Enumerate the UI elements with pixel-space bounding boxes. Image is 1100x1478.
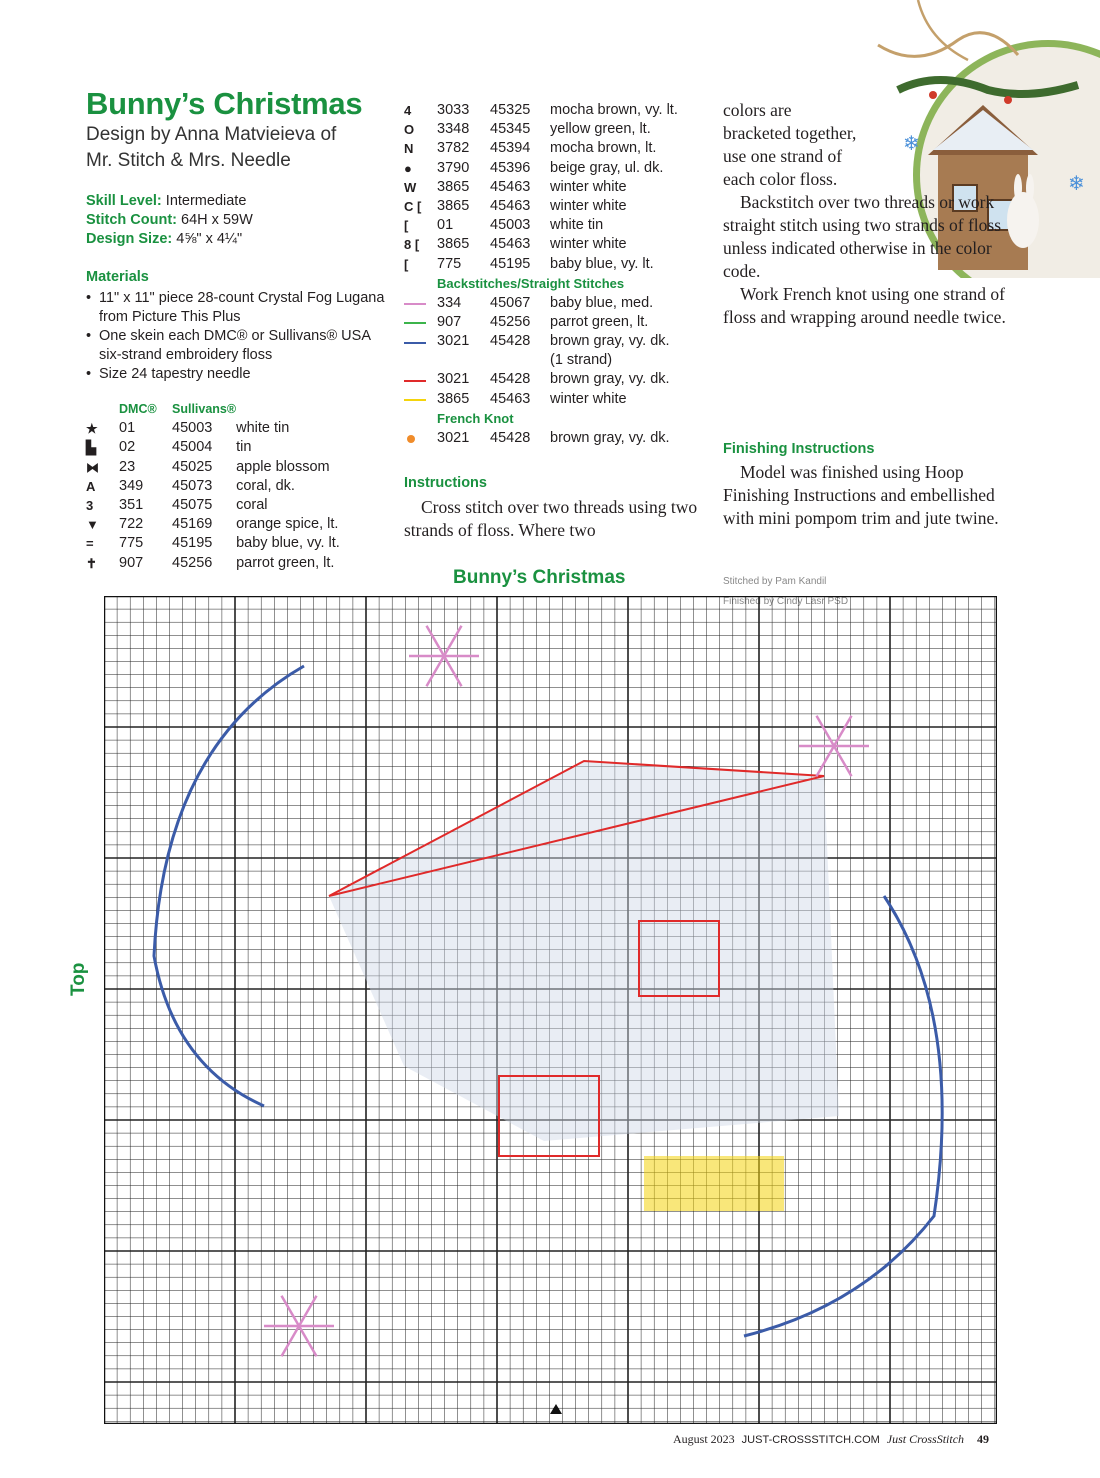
key-symbol: N	[404, 141, 414, 157]
french-knot-row: 3021 45428 brown gray, vy. dk.	[404, 429, 678, 448]
page-footer	[673, 1432, 989, 1447]
key-row: O 3348 45345 yellow green, lt.	[404, 120, 678, 139]
backstitch-line-swatch	[404, 370, 437, 389]
page-number: 49	[977, 1432, 990, 1446]
backstitch-row: 907 45256 parrot green, lt.	[404, 313, 678, 332]
materials-item: • Size 24 tapestry needle	[86, 365, 386, 384]
french-knot-swatch	[404, 429, 437, 448]
magazine-name: Just CrossStitch	[886, 1432, 965, 1446]
designer-byline: Design by Anna Matvieieva of Mr. Stitch & Mrs. Needle	[86, 124, 337, 171]
key-blend-row: C [ 3865 45463 winter white	[404, 197, 678, 216]
chart-top-label: Top	[68, 962, 89, 996]
instructions-continued: colors are bracketed together, use one strand of each color floss. Backstitch over two threads or work straight stitch using two strands of floss unless indicated otherwise in the color code. Work French knot using one strand of floss and wrapping around needle twice.	[723, 100, 1006, 327]
color-key-table-1: DMC® Sullivans® ★ 01 45003 white tin ▙ 02 45004 tin ⧓ 23 45025 apple blossom A 349 45073 coral, dk. 3 351 45075 coral ▼ 722 45169 orange spice, lt. = 775 45195 baby blue, vy. lt. ✝ 907 45256 parrot green, lt.	[86, 400, 340, 573]
key-blend-row: 8 [ 3865 45463 winter white	[404, 235, 678, 254]
key-symbol: 8 [	[404, 237, 420, 253]
key-symbol: 3	[86, 497, 94, 513]
design-title: Bunny’s Christmas	[86, 86, 363, 121]
key-symbol: [	[404, 256, 409, 272]
key-symbol: ▼	[86, 517, 99, 533]
key-section-heading: Backstitches/Straight Stitches	[437, 275, 625, 291]
key-symbol: O	[404, 122, 415, 138]
key-symbol: A	[86, 478, 96, 494]
backstitch-row: 334 45067 baby blue, med.	[404, 294, 678, 313]
key-symbol: W	[404, 179, 417, 195]
key-blend-row: [ 775 45195 baby blue, vy. lt.	[404, 255, 678, 274]
key-row: = 775 45195 baby blue, vy. lt.	[86, 534, 340, 553]
key-symbol: ★	[86, 421, 98, 437]
backstitch-note: (1 strand)	[550, 352, 613, 369]
key-symbol: =	[86, 536, 94, 552]
backstitch-line-swatch	[404, 313, 437, 332]
key-symbol: [	[404, 218, 409, 234]
key-row: ● 3790 45396 beige gray, ul. dk.	[404, 159, 678, 178]
key-blend-row: [ 01 45003 white tin	[404, 216, 678, 235]
key-row: ⧓ 23 45025 apple blossom	[86, 458, 340, 477]
instructions-heading: Instructions	[404, 475, 487, 491]
backstitch-line-swatch	[404, 390, 437, 409]
instructions-text: Cross stitch over two threads using two strands of floss. Where two	[404, 497, 698, 540]
finishing-text: Model was finished using Hoop Finishing Instructions and embellished with mini pompom trim and jute twine.	[723, 462, 999, 528]
key-row: N 3782 45394 mocha brown, lt.	[404, 139, 678, 158]
materials-item: • One skein each DMC® or Sullivans® USA six-strand embroidery floss	[86, 327, 386, 365]
key-row: ▙ 02 45004 tin	[86, 438, 340, 457]
website-link[interactable]: JUST-CROSSSTITCH.COM	[741, 1434, 880, 1446]
materials-section	[86, 268, 386, 384]
materials-heading: Materials	[86, 269, 149, 285]
color-key-table-2	[404, 101, 678, 448]
backstitch-row: 3021 45428 brown gray, vy. dk.	[404, 370, 678, 389]
key-symbol: ⧓	[86, 459, 99, 475]
key-row: ★ 01 45003 white tin	[86, 419, 340, 438]
key-section-heading: French Knot	[437, 410, 514, 426]
materials-item: • 11" x 11" piece 28-count Crystal Fog Lugana from Picture This Plus	[86, 289, 386, 327]
backstitch-line-swatch	[404, 294, 437, 313]
issue-date: August 2023	[673, 1432, 735, 1446]
key-row: ▼ 722 45169 orange spice, lt.	[86, 515, 340, 534]
chart-credits: Stitched by Pam Kandil Finished by Cindy Lasr PSD	[723, 576, 849, 607]
backstitch-row: 3865 45463 winter white	[404, 390, 678, 409]
svg-text:❄: ❄	[903, 131, 920, 155]
chart-motif	[154, 626, 942, 1357]
key-symbol: 4	[404, 103, 412, 118]
key-row: W 3865 45463 winter white	[404, 178, 678, 197]
backstitch-line-swatch	[404, 332, 437, 351]
key-row: 4 3033 45325 mocha brown, vy. lt.	[404, 101, 678, 120]
key-symbol: ●	[404, 160, 412, 176]
key-row: A 349 45073 coral, dk.	[86, 477, 340, 496]
chart-title: Bunny’s Christmas	[453, 567, 626, 588]
finishing-heading: Finishing Instructions	[723, 441, 875, 457]
key-row: ✝ 907 45256 parrot green, lt.	[86, 554, 340, 573]
backstitch-row: 3021 45428 brown gray, vy. dk.	[404, 332, 678, 351]
key-symbol: ✝	[86, 555, 97, 571]
key-symbol: ▙	[86, 440, 96, 456]
design-specs: Skill Level: Intermediate Stitch Count: 64H x 59W Design Size: 4⅝" x 4¼"	[86, 193, 253, 247]
svg-text:❄: ❄	[1068, 171, 1085, 195]
key-symbol: C [	[404, 198, 422, 214]
key-row: 3 351 45075 coral	[86, 496, 340, 515]
cross-stitch-chart	[104, 596, 997, 1424]
